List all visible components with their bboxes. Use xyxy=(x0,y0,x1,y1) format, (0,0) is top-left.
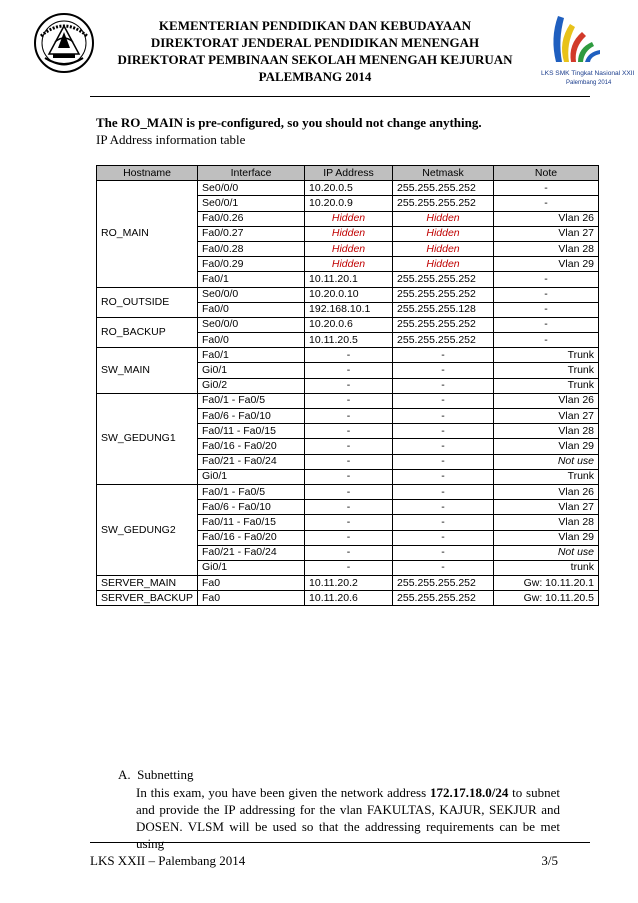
cell-interface: Gi0/1 xyxy=(198,363,305,378)
cell-note: Not use xyxy=(494,545,599,560)
section-a-label: A. xyxy=(118,767,131,782)
section-a-title: Subnetting xyxy=(137,767,194,782)
cell-note: Vlan 29 xyxy=(494,439,599,454)
cell-interface: Fa0/0 xyxy=(198,333,305,348)
footer-event: LKS XXII – Palembang 2014 xyxy=(90,853,246,868)
cell-interface: Fa0/0.26 xyxy=(198,211,305,226)
cell-hostname: RO_OUTSIDE xyxy=(97,287,198,317)
cell-interface: Se0/0/1 xyxy=(198,196,305,211)
cell-ip-address: - xyxy=(305,469,393,484)
cell-interface: Fa0/11 - Fa0/15 xyxy=(198,515,305,530)
cell-interface: Fa0/1 xyxy=(198,348,305,363)
cell-interface: Fa0/1 - Fa0/5 xyxy=(198,484,305,499)
cell-interface: Fa0 xyxy=(198,576,305,591)
cell-interface: Se0/0/0 xyxy=(198,181,305,196)
cell-note: - xyxy=(494,272,599,287)
cell-note: Trunk xyxy=(494,469,599,484)
cell-interface: Se0/0/0 xyxy=(198,317,305,332)
cell-netmask: 255.255.255.252 xyxy=(393,317,494,332)
cell-netmask: - xyxy=(393,469,494,484)
cell-hostname: RO_BACKUP xyxy=(97,317,198,347)
cell-netmask: 255.255.255.252 xyxy=(393,333,494,348)
cell-interface: Fa0/0 xyxy=(198,302,305,317)
table-row xyxy=(97,393,599,408)
preconfigured-note: The RO_MAIN is pre-configured, so you should not change anything. xyxy=(96,115,482,130)
cell-ip-address: - xyxy=(305,545,393,560)
cell-ip-address: 10.11.20.5 xyxy=(305,333,393,348)
header-city-year: PALEMBANG 2014 xyxy=(258,69,372,84)
cell-netmask: - xyxy=(393,530,494,545)
cell-ip-address: - xyxy=(305,530,393,545)
cell-note: Vlan 26 xyxy=(494,211,599,226)
cell-netmask: - xyxy=(393,545,494,560)
lks-logo-text-1: LKS SMK Tingkat Nasional XXII xyxy=(541,70,635,77)
cell-note: Vlan 27 xyxy=(494,409,599,424)
cell-hostname: SW_GEDUNG1 xyxy=(97,393,198,484)
cell-netmask: 255.255.255.128 xyxy=(393,302,494,317)
cell-ip-address: - xyxy=(305,409,393,424)
header-directorate-general: DIREKTORAT JENDERAL PENDIDIKAN MENENGAH xyxy=(150,35,480,50)
cell-note: Vlan 27 xyxy=(494,226,599,241)
cell-netmask: Hidden xyxy=(393,241,494,256)
table-header-row xyxy=(97,166,599,181)
table-row xyxy=(97,576,599,591)
cell-ip-address: - xyxy=(305,515,393,530)
cell-interface: Fa0/0.29 xyxy=(198,257,305,272)
cell-ip-address: - xyxy=(305,363,393,378)
cell-note: Gw: 10.11.20.1 xyxy=(494,576,599,591)
cell-ip-address: - xyxy=(305,500,393,515)
cell-netmask: - xyxy=(393,560,494,575)
col-interface: Interface xyxy=(198,166,305,181)
cell-note: Vlan 28 xyxy=(494,515,599,530)
cell-ip-address: - xyxy=(305,424,393,439)
para-text-end: to subnet and provide the IP addressing for the vlan FAKULTAS, KAJUR, SEKJUR and DOSEN. VLSM will be used so that the addressing requirements can be met using xyxy=(136,785,560,851)
cell-note: - xyxy=(494,196,599,211)
cell-netmask: Hidden xyxy=(393,211,494,226)
cell-netmask: - xyxy=(393,363,494,378)
cell-note: Trunk xyxy=(494,363,599,378)
header-directorate: DIREKTORAT PEMBINAAN SEKOLAH MENENGAH KEJURUAN xyxy=(117,52,513,67)
cell-note: - xyxy=(494,302,599,317)
cell-ip-address: Hidden xyxy=(305,257,393,272)
cell-netmask: - xyxy=(393,439,494,454)
kemdikbud-logo xyxy=(33,12,95,74)
cell-note: Vlan 26 xyxy=(494,484,599,499)
cell-ip-address: 10.20.0.6 xyxy=(305,317,393,332)
ip-address-table xyxy=(96,165,599,606)
col-netmask: Netmask xyxy=(393,166,494,181)
cell-note: Vlan 29 xyxy=(494,530,599,545)
cell-hostname: SERVER_MAIN xyxy=(97,576,198,591)
cell-interface: Fa0/1 xyxy=(198,272,305,287)
cell-netmask: - xyxy=(393,393,494,408)
para-text-start: In this exam, you have been given the network address xyxy=(136,785,430,800)
cell-netmask: 255.255.255.252 xyxy=(393,591,494,606)
table-row xyxy=(97,287,599,302)
cell-netmask: 255.255.255.252 xyxy=(393,196,494,211)
cell-netmask: - xyxy=(393,515,494,530)
cell-ip-address: 10.20.0.9 xyxy=(305,196,393,211)
cell-interface: Gi0/1 xyxy=(198,560,305,575)
cell-interface: Fa0 xyxy=(198,591,305,606)
cell-netmask: - xyxy=(393,454,494,469)
col-hostname: Hostname xyxy=(97,166,198,181)
cell-ip-address: - xyxy=(305,454,393,469)
cell-netmask: - xyxy=(393,348,494,363)
cell-note: - xyxy=(494,333,599,348)
cell-interface: Se0/0/0 xyxy=(198,287,305,302)
cell-netmask: 255.255.255.252 xyxy=(393,181,494,196)
cell-note: Trunk xyxy=(494,348,599,363)
lks-event-logo xyxy=(538,10,635,88)
cell-hostname: SW_MAIN xyxy=(97,348,198,394)
cell-netmask: Hidden xyxy=(393,226,494,241)
cell-note: Vlan 28 xyxy=(494,241,599,256)
cell-note: trunk xyxy=(494,560,599,575)
page-number: 3/5 xyxy=(541,853,558,868)
cell-note: - xyxy=(494,317,599,332)
cell-ip-address: 10.20.0.5 xyxy=(305,181,393,196)
cell-interface: Fa0/0.27 xyxy=(198,226,305,241)
cell-ip-address: - xyxy=(305,560,393,575)
cell-interface: Fa0/21 - Fa0/24 xyxy=(198,545,305,560)
cell-ip-address: Hidden xyxy=(305,211,393,226)
cell-netmask: 255.255.255.252 xyxy=(393,576,494,591)
cell-ip-address: - xyxy=(305,348,393,363)
cell-netmask: - xyxy=(393,409,494,424)
cell-netmask: - xyxy=(393,484,494,499)
header-divider xyxy=(90,96,590,97)
col-ip-address: IP Address xyxy=(305,166,393,181)
cell-hostname: SERVER_BACKUP xyxy=(97,591,198,606)
cell-interface: Fa0/16 - Fa0/20 xyxy=(198,530,305,545)
cell-interface: Gi0/2 xyxy=(198,378,305,393)
cell-netmask: 255.255.255.252 xyxy=(393,272,494,287)
cell-ip-address: 192.168.10.1 xyxy=(305,302,393,317)
lks-logo-text-2: Palembang 2014 xyxy=(566,80,612,86)
col-note: Note xyxy=(494,166,599,181)
footer-divider xyxy=(90,842,590,843)
table-body xyxy=(97,181,599,606)
cell-netmask: Hidden xyxy=(393,257,494,272)
table-row xyxy=(97,317,599,332)
cell-ip-address: - xyxy=(305,393,393,408)
cell-ip-address: Hidden xyxy=(305,241,393,256)
cell-interface: Fa0/16 - Fa0/20 xyxy=(198,439,305,454)
cell-note: Not use xyxy=(494,454,599,469)
table-row xyxy=(97,181,599,196)
cell-note: Vlan 26 xyxy=(494,393,599,408)
cell-note: Gw: 10.11.20.5 xyxy=(494,591,599,606)
cell-interface: Fa0/21 - Fa0/24 xyxy=(198,454,305,469)
cell-ip-address: - xyxy=(305,439,393,454)
cell-ip-address: - xyxy=(305,378,393,393)
section-a-heading xyxy=(118,767,193,783)
network-address: 172.17.18.0/24 xyxy=(429,785,509,800)
cell-ip-address: - xyxy=(305,484,393,499)
cell-interface: Fa0/11 - Fa0/15 xyxy=(198,424,305,439)
cell-interface: Fa0/0.28 xyxy=(198,241,305,256)
cell-netmask: - xyxy=(393,424,494,439)
cell-note: Trunk xyxy=(494,378,599,393)
cell-netmask: - xyxy=(393,378,494,393)
cell-note: - xyxy=(494,181,599,196)
table-caption: IP Address information table xyxy=(96,132,246,147)
header-ministry: KEMENTERIAN PENDIDIKAN DAN KEBUDAYAAN xyxy=(158,18,472,33)
cell-ip-address: Hidden xyxy=(305,226,393,241)
cell-netmask: 255.255.255.252 xyxy=(393,287,494,302)
cell-interface: Fa0/6 - Fa0/10 xyxy=(198,500,305,515)
cell-ip-address: 10.11.20.1 xyxy=(305,272,393,287)
cell-interface: Fa0/6 - Fa0/10 xyxy=(198,409,305,424)
cell-netmask: - xyxy=(393,500,494,515)
cell-hostname: SW_GEDUNG2 xyxy=(97,484,198,575)
cell-interface: Gi0/1 xyxy=(198,469,305,484)
cell-ip-address: 10.11.20.2 xyxy=(305,576,393,591)
cell-note: Vlan 27 xyxy=(494,500,599,515)
table-row xyxy=(97,591,599,606)
cell-note: Vlan 29 xyxy=(494,257,599,272)
cell-hostname: RO_MAIN xyxy=(97,181,198,287)
cell-interface: Fa0/1 - Fa0/5 xyxy=(198,393,305,408)
cell-ip-address: 10.20.0.10 xyxy=(305,287,393,302)
cell-note: Vlan 28 xyxy=(494,424,599,439)
table-row xyxy=(97,348,599,363)
table-row xyxy=(97,484,599,499)
document-header xyxy=(100,17,530,85)
cell-ip-address: 10.11.20.6 xyxy=(305,591,393,606)
cell-note: - xyxy=(494,287,599,302)
